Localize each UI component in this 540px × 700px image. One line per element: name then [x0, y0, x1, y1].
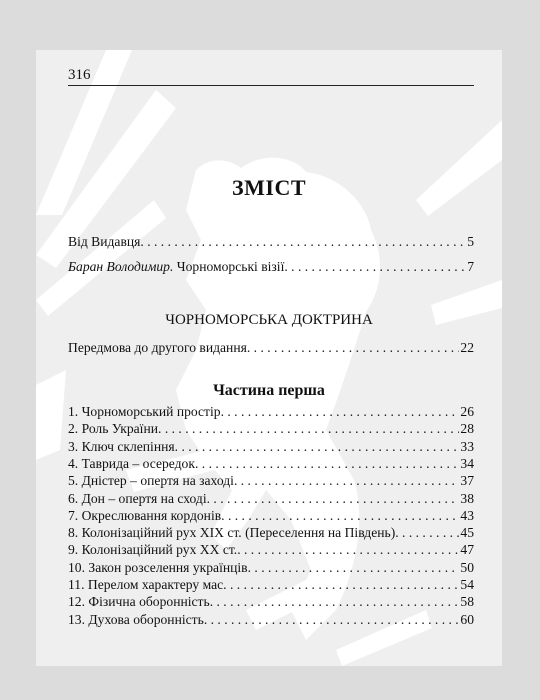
dot-leader: [158, 420, 459, 437]
toc-entry-title: 2. Роль України: [68, 421, 159, 437]
toc-entry[interactable]: [68, 420, 474, 437]
toc-entry-title: 13. Духова оборонність: [68, 611, 204, 627]
toc-entry-title: 6. Дон – опертя на сході: [68, 490, 207, 506]
toc-entry-title: 9. Колонізаційний рух XX ст.: [68, 542, 238, 558]
toc-entry-page: 45: [460, 525, 474, 541]
dot-leader: [221, 507, 459, 524]
toc-entry[interactable]: [68, 490, 474, 507]
dot-leader: [204, 611, 460, 628]
toc-entry[interactable]: [68, 438, 474, 455]
toc-entry-page: 26: [460, 404, 474, 419]
toc-entry-page: 58: [460, 594, 474, 610]
toc-entry-preface[interactable]: [68, 339, 474, 356]
toc-entry-page: 38: [460, 490, 474, 506]
toc-entry-title: 4. Таврида – осередок: [68, 455, 195, 471]
toc-entry-title: Чорноморські візії: [173, 259, 285, 274]
toc-entry-page: 7: [467, 259, 474, 274]
toc-entry-page: 50: [460, 559, 474, 575]
toc-entry-title: Передмова до другого видання: [68, 340, 247, 355]
toc-entry[interactable]: [68, 507, 474, 524]
toc-entry[interactable]: [68, 593, 474, 610]
dot-leader: [247, 339, 460, 356]
book-page: [36, 50, 502, 666]
dot-leader: [195, 455, 459, 472]
toc-entry-page: 28: [460, 421, 474, 437]
toc-entry-black-sea-visions[interactable]: [68, 258, 474, 275]
section-title: ЧОРНОМОРСЬКА ДОКТРИНА: [165, 312, 373, 328]
dot-leader: [221, 403, 460, 420]
toc-entry[interactable]: [68, 403, 474, 420]
dot-leader: [284, 258, 466, 275]
toc-entry-title: 10. Закон розселення українців: [68, 559, 248, 575]
dot-leader: [175, 438, 460, 455]
toc-entry[interactable]: [68, 472, 474, 489]
toc-entry[interactable]: [68, 524, 474, 541]
toc-entry-page: 22: [460, 340, 474, 355]
toc-entry-page: 37: [460, 473, 474, 489]
dot-leader: [140, 233, 466, 250]
toc-entry-title: 3. Ключ склепіння: [68, 438, 175, 454]
toc-entry-publisher[interactable]: [68, 233, 474, 250]
toc-entry-page: 43: [460, 507, 474, 523]
toc-entry-page: 34: [460, 455, 474, 471]
toc-entry-author: Баран Володимир.: [68, 259, 174, 274]
toc-entry[interactable]: [68, 611, 474, 628]
part-title: Частина перша: [213, 382, 325, 399]
toc-entry[interactable]: [68, 559, 474, 576]
dot-leader: [210, 593, 460, 610]
page-number: 316: [68, 67, 91, 83]
dot-leader: [248, 559, 460, 576]
toc-entry-title: 8. Колонізаційний рух XIX ст. (Переселення на Південь): [68, 525, 396, 541]
dot-leader: [207, 490, 460, 507]
dot-leader: [395, 524, 459, 541]
dot-leader: [223, 576, 459, 593]
toc-entry-title: Від Видавця: [68, 234, 141, 249]
toc-entry-page: 54: [460, 577, 474, 592]
toc-title: ЗМІСТ: [232, 175, 306, 200]
toc-entry-page: 5: [467, 234, 474, 249]
toc-entry-page: 47: [460, 542, 474, 558]
toc-entry-page: 60: [460, 611, 474, 627]
toc-entry[interactable]: [68, 541, 474, 558]
toc-entry[interactable]: [68, 576, 474, 593]
toc-entry-page: 33: [460, 438, 474, 454]
header-rule: [68, 85, 474, 86]
toc-entry-title: 12. Фізична оборонність: [68, 594, 210, 610]
dot-leader: [234, 472, 459, 489]
toc-entry[interactable]: [68, 455, 474, 472]
toc-entry-title: 7. Окреслювання кордонів: [68, 507, 222, 523]
toc-entry-title: 11. Перелом характеру мас: [68, 577, 224, 592]
dot-leader: [237, 541, 459, 558]
toc-entry-title: 5. Дністер – опертя на заході: [68, 473, 234, 489]
toc-entry-title: 1. Чорноморський простір: [68, 404, 221, 419]
